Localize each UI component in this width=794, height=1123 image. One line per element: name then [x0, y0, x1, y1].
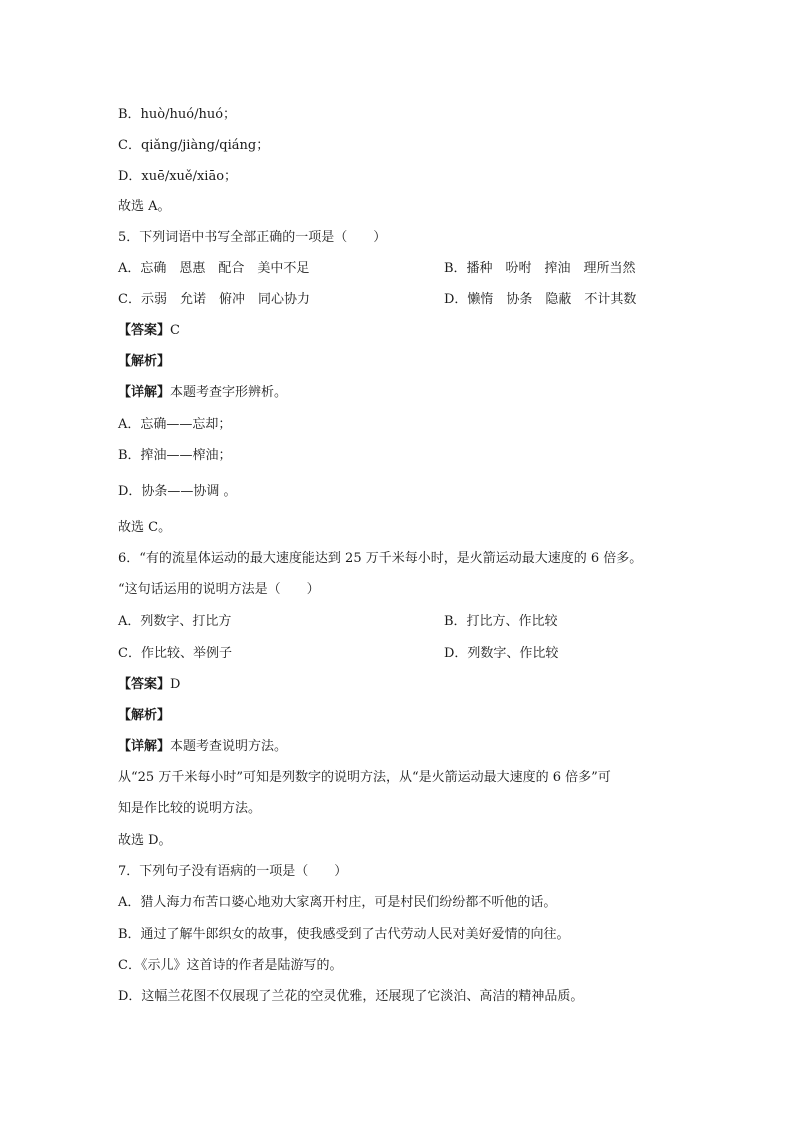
q5-fix-b: B．搾油——榨油； — [118, 448, 232, 463]
q6-conclusion: 故选 D。 — [118, 833, 172, 848]
q6-answer — [118, 676, 180, 694]
detail-label: 【详解】 — [118, 739, 171, 754]
q5-option-b: B．播种 吩咐 搾油 理所当然 — [444, 261, 636, 276]
q4-option-c: C．qiǎng/jiàng/qiáng； — [118, 138, 270, 153]
q5-analysis-label: 【解析】 — [118, 354, 171, 369]
answer-label: 【答案】 — [118, 323, 171, 338]
q5-conclusion: 故选 C。 — [118, 520, 172, 535]
answer-value: D — [170, 677, 181, 692]
q4-option-d: D．xuē/xuě/xiāo； — [118, 169, 238, 184]
q5-detail — [118, 384, 287, 402]
detail-label: 【详解】 — [118, 385, 171, 400]
q6-stem-line2: “这句话运用的说明方法是（ ） — [118, 582, 320, 597]
q6-analysis-label: 【解析】 — [118, 708, 171, 723]
q7-option-b: B．通过了解牛郎织女的故事，使我感受到了古代劳动人民对美好爱情的向往。 — [118, 927, 570, 942]
q6-option-c: C．作比较、举例子 — [118, 646, 232, 661]
q5-option-d: D．懒惰 协条 隐蔽 不计其数 — [444, 292, 637, 307]
q7-option-c: C．《示儿》这首诗的作者是陆游写的。 — [118, 958, 343, 973]
q5-fix-a: A．忘确——忘却； — [118, 417, 232, 432]
q5-fix-d: D．协条——协调 。 — [118, 484, 237, 499]
q4-option-b: B．huò/huó/huó； — [118, 107, 237, 122]
q6-explain-line1: 从“25 万千米每小时”可知是列数字的说明方法，从“是火箭运动最大速度的 6 倍多”可 — [118, 770, 611, 785]
answer-label: 【答案】 — [118, 677, 171, 692]
q6-option-b: B．打比方、作比较 — [444, 614, 558, 629]
q6-explain-line2: 知是作比较的说明方法。 — [118, 801, 262, 816]
q5-answer — [118, 322, 180, 340]
q6-option-a: A．列数字、打比方 — [118, 614, 232, 629]
q6-stem-line1: 6．“有的流星体运动的最大速度能达到 25 万千米每小时，是火箭运动最大速度的 6 倍多。 — [118, 551, 643, 566]
q7-option-d: D．这幅兰花图不仅展现了兰花的空灵优雅，还展现了它淡泊、高洁的精神品质。 — [118, 989, 584, 1004]
q5-stem: 5．下列词语中书写全部正确的一项是（ ） — [118, 230, 387, 245]
q6-detail — [118, 738, 287, 756]
q6-option-d: D．列数字、作比较 — [444, 646, 559, 661]
q7-stem: 7．下列句子没有语病的一项是（ ） — [118, 864, 348, 879]
detail-text: 本题考查字形辨析。 — [170, 385, 288, 400]
answer-value: C — [170, 323, 180, 338]
q4-conclusion: 故选 A。 — [118, 199, 171, 214]
q5-option-a: A．忘确 恩惠 配合 美中不足 — [118, 261, 310, 276]
q5-option-c: C．示弱 允诺 俯冲 同心协力 — [118, 292, 310, 307]
q7-option-a: A．猎人海力布苦口婆心地劝大家离开村庄，可是村民们纷纷都不听他的话。 — [118, 895, 557, 910]
detail-text: 本题考查说明方法。 — [170, 739, 288, 754]
